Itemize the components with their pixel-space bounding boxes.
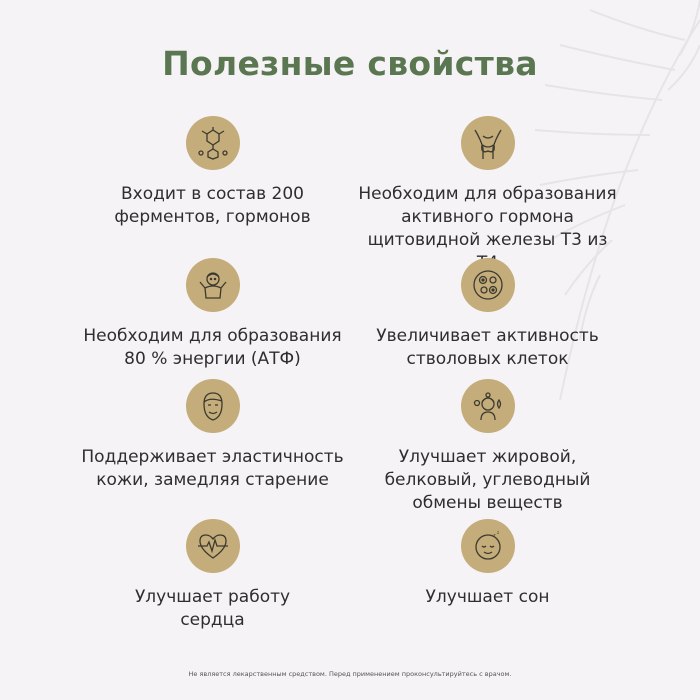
face-skin-icon bbox=[186, 379, 240, 433]
sleep-face-icon bbox=[461, 519, 515, 573]
benefit-item-skin bbox=[75, 379, 350, 492]
svg-text:z: z bbox=[496, 530, 499, 535]
disclaimer-text: Не является лекарственным средством. Перед применением проконсультируйтесь с врачом. bbox=[188, 670, 512, 678]
benefit-text: Необходим для образования активного гормона щитовидной железы Т3 из bbox=[358, 184, 617, 250]
benefit-text: Улучшает сон bbox=[425, 587, 550, 607]
benefit-text: Улучшает работу сердца bbox=[134, 587, 291, 630]
benefit-item-thyroid bbox=[355, 116, 620, 275]
metabolism-woman-icon bbox=[461, 379, 515, 433]
svg-text:z: z bbox=[492, 533, 496, 539]
benefit-item-sleep bbox=[390, 519, 585, 609]
benefit-text: Необходим для образования 80 % энергии (АТФ) bbox=[83, 326, 342, 369]
benefit-item-energy bbox=[80, 258, 345, 371]
heart-pulse-icon bbox=[186, 519, 240, 573]
thyroid-icon bbox=[461, 116, 515, 170]
child-energy-icon bbox=[186, 258, 240, 312]
benefit-text: Поддерживает эластичность кожи, замедляя старение bbox=[81, 447, 344, 490]
stem-cells-icon bbox=[461, 258, 515, 312]
benefit-item-enzymes bbox=[90, 116, 335, 229]
benefit-text: Увеличивает активность стволовых клеток bbox=[376, 326, 599, 369]
molecule-icon bbox=[186, 116, 240, 170]
page-title: Полезные свойства bbox=[162, 44, 538, 83]
benefit-item-metabolism bbox=[375, 379, 600, 515]
benefit-item-heart bbox=[110, 519, 315, 632]
benefit-text: Улучшает жировой, белковый, углеводный обмены веществ bbox=[384, 447, 591, 513]
benefit-item-stem-cells bbox=[370, 258, 605, 371]
benefit-text: Входит в состав 200 ферментов, гормонов bbox=[114, 184, 311, 227]
